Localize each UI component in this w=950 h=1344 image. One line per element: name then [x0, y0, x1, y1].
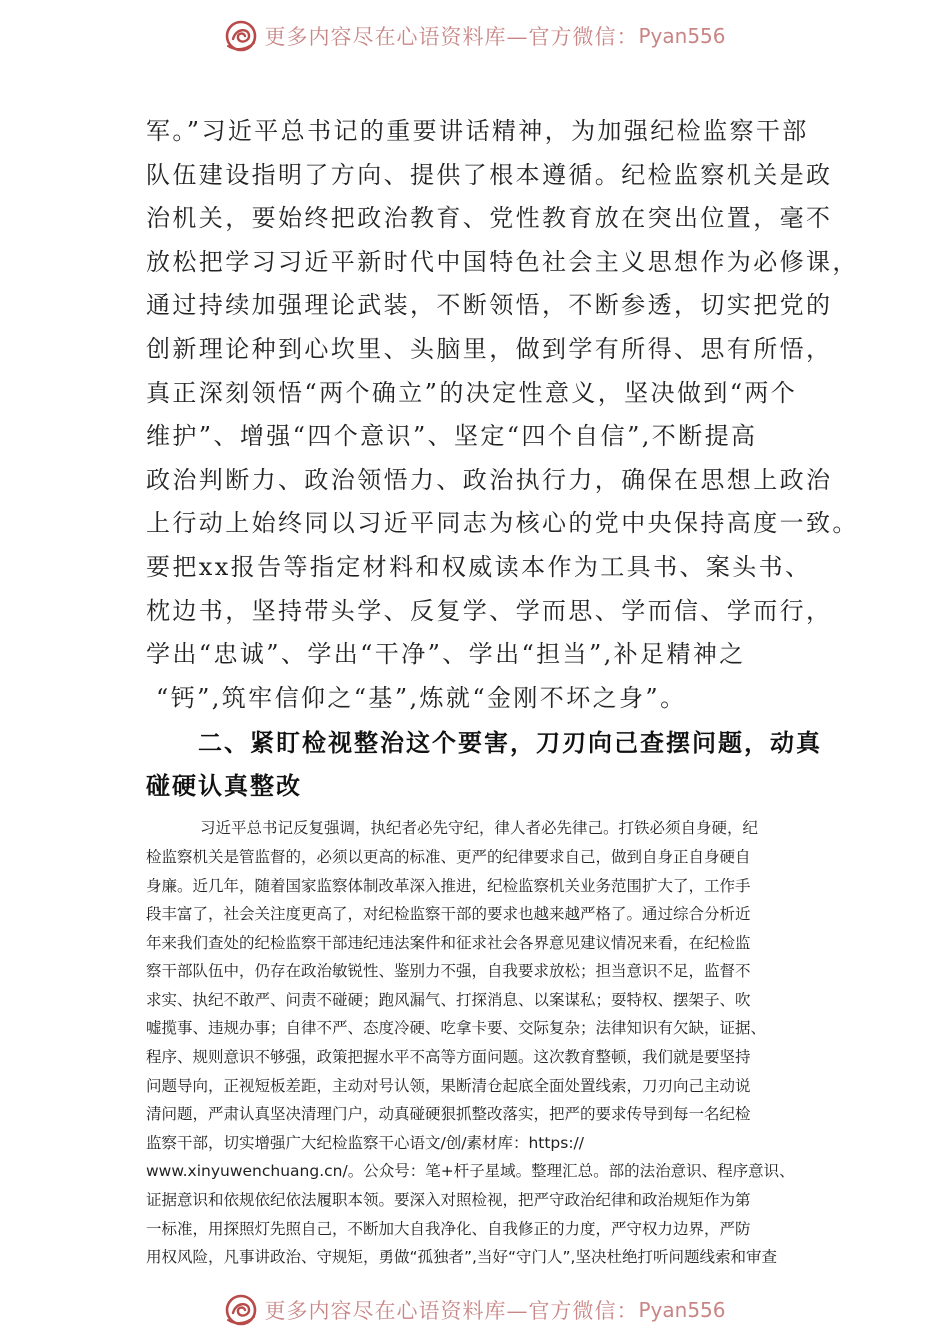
text-line: 通过持续加强理论武装，不断领悟，不断参透，切实把党的 — [146, 291, 833, 320]
body-paragraph — [146, 110, 859, 720]
text-line: 求实、执纪不敢严、问责不碰硬；跑风漏气、打探消息、以案谋私；耍特权、摆架子、吹 — [146, 990, 751, 1009]
text-line: 枕边书，坚持带头学、反复学、学而思、学而信、学而行， — [146, 596, 833, 625]
text-line: 察干部队伍中，仍存在政治敏锐性、鉴别力不强，自我要求放松；担当意识不足，监督不 — [146, 962, 751, 981]
banner-text: 更多内容尽在心语资料库—官方微信： — [264, 25, 639, 49]
banner-wechat-id: Pyan556 — [638, 1298, 726, 1322]
text-line: 程序、规则意识不够强，政策把握水平不高等方面问题。这次教育整顿，我们就是要坚持 — [146, 1048, 751, 1067]
text-line: 嘘揽事、违规办事；自律不严、态度冷硬、吃拿卡要、交际复杂；法律知识有欠缺，证据、 — [146, 1019, 767, 1038]
section-heading — [146, 722, 822, 808]
text-line: 清问题，严肃认真坚决清理门户，动真碰硬狠抓整改落实，把严的要求传导到每一名纪检 — [146, 1105, 751, 1124]
heading-line: 二、紧盯检视整治这个要害，刀刃向己查摆问题，动真 — [198, 729, 822, 758]
text-line: 上行动上始终同以习近平同志为核心的党中央保持高度一致。 — [146, 509, 859, 538]
swirl-logo-icon — [224, 19, 258, 53]
banner-wechat-id: Pyan556 — [638, 24, 726, 48]
text-line: 检监察机关是管监督的，必须以更高的标准、更严的纪律要求自己，做到自身正自身硬自 — [146, 847, 751, 866]
document-body — [146, 110, 859, 1272]
text-line: 政治判断力、政治领悟力、政治执行力，确保在思想上政治 — [146, 465, 833, 494]
text-line: “钙”,筑牢信仰之“基”,炼就“金刚不坏之身”。 — [156, 683, 687, 712]
text-line: 身廉。近几年，随着国家监察体制改革深入推进，纪检监察机关业务范围扩大了，工作手 — [146, 876, 751, 895]
banner-text: 更多内容尽在心语资料库—官方微信： — [264, 1299, 639, 1323]
text-line: 放松把学习习近平新时代中国特色社会主义思想作为必修课， — [146, 247, 859, 276]
text-line: 问题导向，正视短板差距，主动对号认领，果断清仓起底全面处置线索，刀刃向己主动说 — [146, 1076, 751, 1095]
text-line: 一标准，用探照灯先照自己，不断加大自我净化、自我修正的力度，严守权力边界，严防 — [146, 1219, 751, 1238]
text-line: 习近平总书记反复强调，执纪者必先守纪，律人者必先律己。打铁必须自身硬，纪 — [200, 819, 759, 838]
text-line: 创新理论种到心坎里、头脑里，做到学有所得、思有所悟， — [146, 334, 833, 363]
header-banner — [0, 16, 950, 56]
text-line: 治机关，要始终把政治教育、党性教育放在突出位置，毫不 — [146, 204, 833, 233]
heading-line: 碰硬认真整改 — [146, 772, 302, 801]
text-line: 监察干部，切实增强广大纪检监察干心语文/创/素材库：https:// — [146, 1133, 585, 1152]
footer-banner — [0, 1290, 950, 1330]
text-line: 用权风险，凡事讲政治、守规矩，勇做“孤独者”,当好“守门人”,坚决杜绝打听问题线索和审查 — [146, 1248, 777, 1267]
text-line: 证据意识和依规依纪依法履职本领。要深入对照检视，把严守政治纪律和政治规矩作为第 — [146, 1191, 751, 1210]
text-line: 真正深刻领悟“两个确立”的决定性意义，坚决做到“两个 — [146, 378, 798, 407]
text-line: 段丰富了，社会关注度更高了，对纪检监察干部的要求也越来越严格了。通过综合分析近 — [146, 905, 751, 924]
text-line: 学出“忠诚”、学出“干净”、学出“担当”,补足精神之 — [146, 640, 746, 669]
section-paragraph — [146, 814, 822, 1272]
text-line: 队伍建设指明了方向、提供了根本遵循。纪检监察机关是政 — [146, 160, 833, 189]
text-line: 维护”、增强“四个意识”、坚定“四个自信”,不断提高 — [146, 422, 758, 451]
text-line: 要把xx报告等指定材料和权威读本作为工具书、案头书、 — [146, 552, 812, 581]
text-line: 军。”习近平总书记的重要讲话精神，为加强纪检监察干部 — [146, 117, 809, 145]
text-line: www.xinyuwenchuang.cn/。公众号：笔+杆子星域。整理汇总。部的法治意识、程序意识、 — [146, 1162, 795, 1181]
text-line: 年来我们查处的纪检监察干部违纪违法案件和征求社会各界意见建议情况来看，在纪检监 — [146, 933, 751, 952]
swirl-logo-icon — [224, 1293, 258, 1327]
